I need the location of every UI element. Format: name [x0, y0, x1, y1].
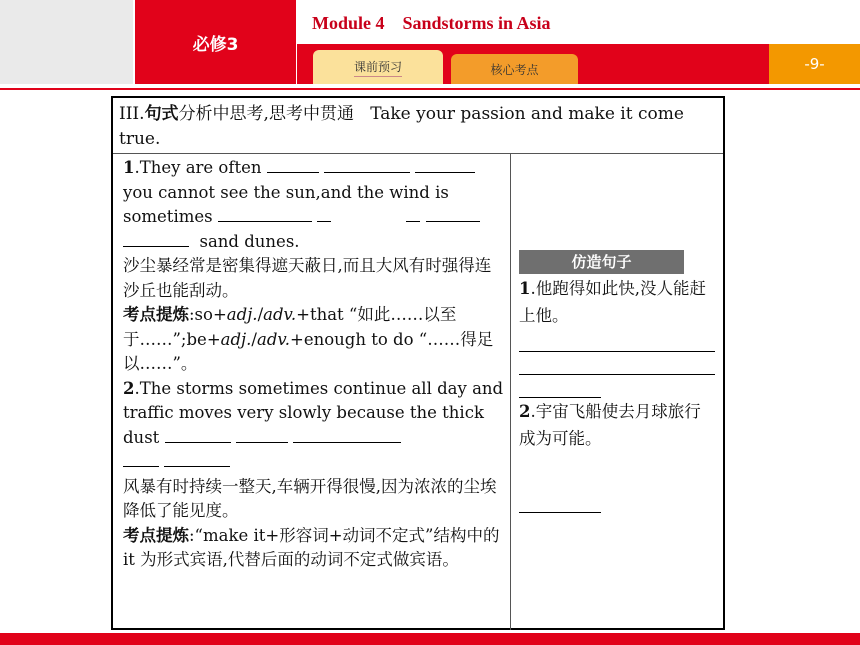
- imitate-sentence-2: 2.宇宙飞船使去月球旅行成为可能。: [519, 402, 701, 448]
- header-divider: [0, 88, 860, 90]
- motto: Take your passion and make it come true.: [119, 104, 684, 149]
- blank[interactable]: [324, 156, 410, 173]
- blank[interactable]: [317, 205, 331, 222]
- module-title: Module 4 Sandstorms in Asia: [312, 13, 551, 33]
- sentence-1: 1.They are often you cannot see the sun,and the wind is sometimes sand dunes.: [123, 156, 504, 254]
- sentence-1-chinese: 沙尘暴经常是密集得遮天蔽日,而且大风有时强得连沙丘也能刮动。: [123, 256, 492, 300]
- book-label: 必修3: [135, 0, 296, 84]
- blank[interactable]: [218, 205, 312, 222]
- page-number: -9-: [769, 44, 860, 84]
- answer-line[interactable]: [519, 352, 715, 375]
- imitate-badge: 仿造句子: [519, 250, 684, 274]
- tab-key-points[interactable]: 核心考点: [451, 54, 578, 84]
- header-grey-bar: [0, 0, 133, 84]
- sentence-2: 2.The storms sometimes continue all day and traffic moves very slowly because the thick dust: [123, 377, 504, 475]
- blank[interactable]: [165, 426, 231, 443]
- tab-preview[interactable]: 课前预习: [313, 50, 443, 84]
- sentence-analysis-column: [113, 154, 511, 630]
- answer-line[interactable]: [519, 375, 601, 398]
- blank[interactable]: [426, 205, 480, 222]
- content-table: [111, 96, 725, 630]
- section-heading: III.句式分析中思考,思考中贯通 Take your passion and make it come true.: [113, 98, 723, 154]
- blank[interactable]: [164, 450, 230, 467]
- answer-line[interactable]: [519, 490, 601, 513]
- sentence-2-chinese: 风暴有时持续一整天,车辆开得很慢,因为浓浓的尘埃降低了能见度。: [123, 476, 497, 520]
- footer-bar: [0, 633, 860, 645]
- imitation-column: [511, 154, 723, 630]
- blank[interactable]: [293, 426, 401, 443]
- blank[interactable]: [123, 450, 159, 467]
- blank[interactable]: [406, 205, 420, 222]
- imitate-sentence-1: 1.他跑得如此快,没人能赶上他。: [519, 279, 706, 325]
- blank[interactable]: [415, 156, 475, 173]
- blank[interactable]: [267, 156, 319, 173]
- blank[interactable]: [123, 230, 189, 247]
- key-point-2: 考点提炼:“make it+形容词+动词不定式”结构中的 it 为形式宾语,代替后面的动词不定式做宾语。: [123, 525, 500, 569]
- key-point-1: 考点提炼:so+adj./adv.+that “如此……以至于……”;be+adj./adv.+enough to do “……得足以……”。: [123, 305, 494, 373]
- blank[interactable]: [236, 426, 288, 443]
- spacer: [519, 452, 715, 490]
- answer-line[interactable]: [519, 329, 715, 352]
